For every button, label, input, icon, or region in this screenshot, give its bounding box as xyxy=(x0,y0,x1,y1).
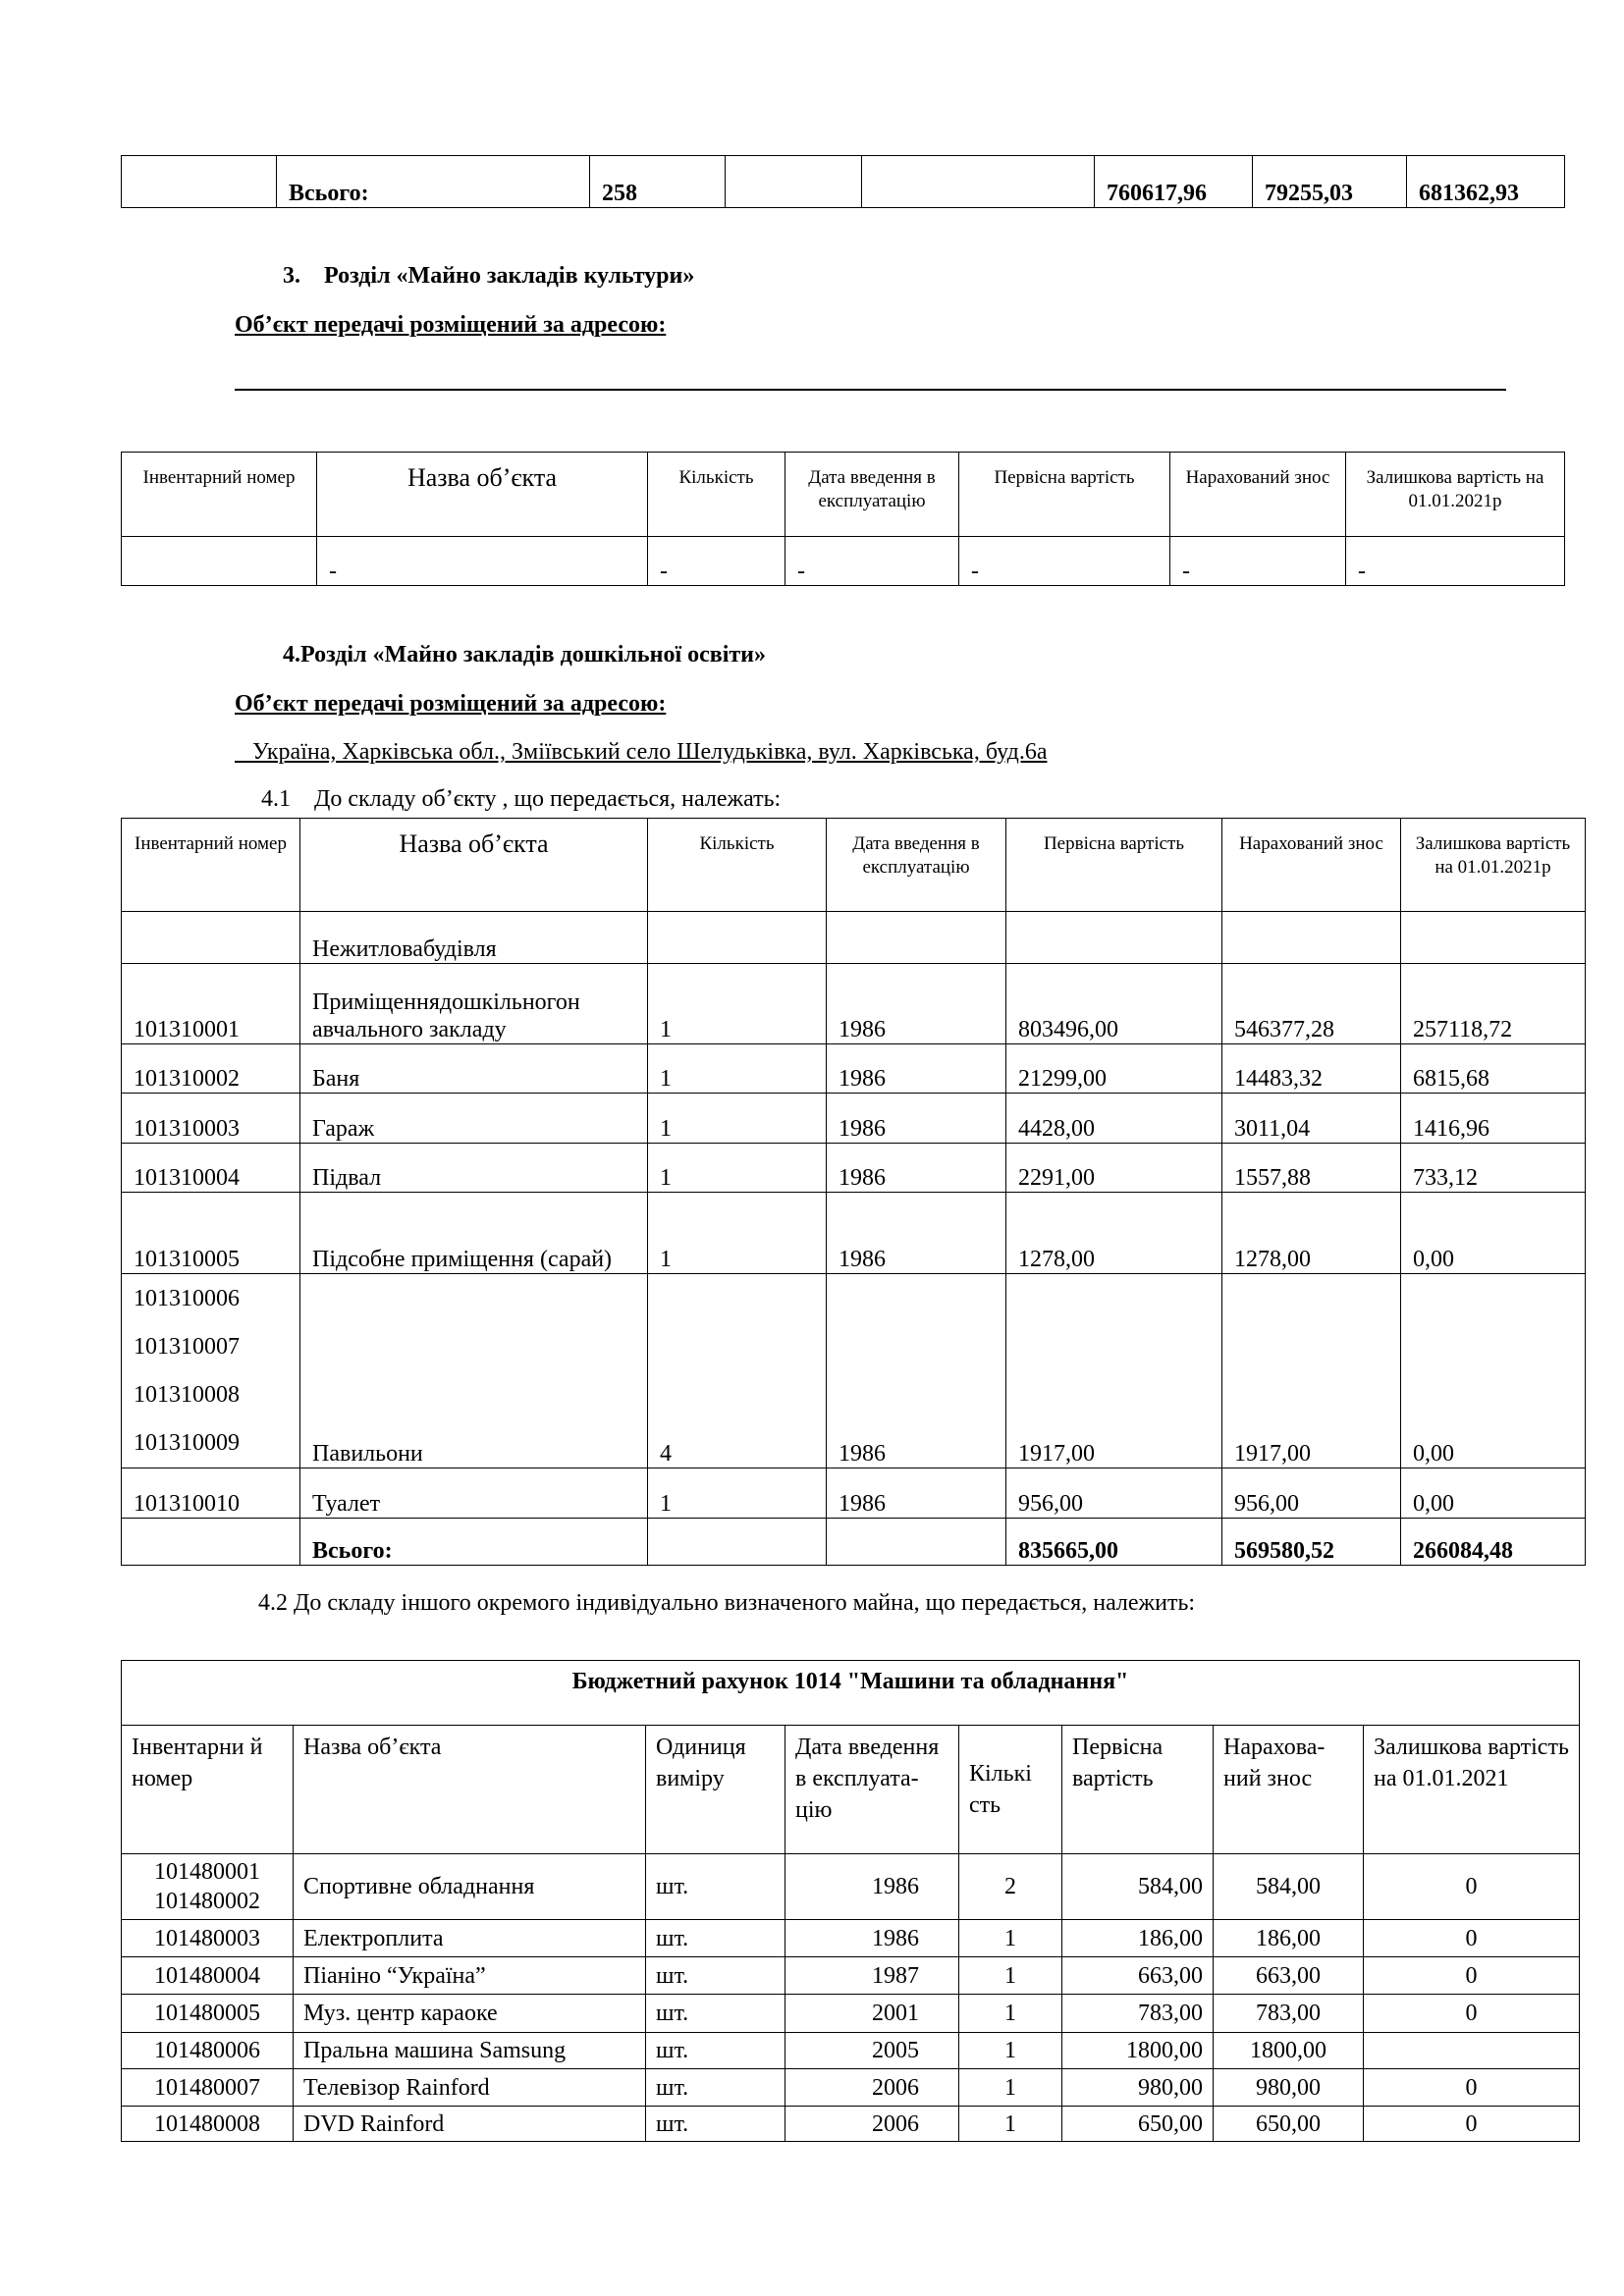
header-object-name: Назва об’єкта xyxy=(317,453,648,537)
total-label: Всього: xyxy=(277,156,590,208)
total-quantity: 258 xyxy=(590,156,726,208)
table-row: 101310002 Баня 1 1986 21299,00 14483,32 6815,68 xyxy=(122,1044,1586,1094)
table-row: 101480007 Телевізор Rainford шт. 2006 1 980,00 980,00 0 xyxy=(122,2069,1580,2107)
section4-address: Україна, Харківська обл., Зміївський село Шелудьківка, вул. Харківська, буд.6а xyxy=(235,739,1048,765)
previous-section-total-table xyxy=(121,155,1565,208)
total-row xyxy=(122,1519,1586,1566)
header-initial-cost: Первісна вартість xyxy=(1006,819,1222,912)
header-depreciation: Нарахований знос xyxy=(1222,819,1401,912)
total-initial-cost: 760617,96 xyxy=(1095,156,1253,208)
section4-2-header-row xyxy=(122,1726,1580,1854)
table-row: 101480005 Муз. центр караоке шт. 2001 1 783,00 783,00 0 xyxy=(122,1995,1580,2033)
header-inventory-number: Інвентарний номер xyxy=(122,819,300,912)
budget-account-title-row xyxy=(122,1661,1580,1726)
header-residual-value: Залишкова вартість на 01.01.2021р xyxy=(1346,453,1565,537)
table-row: 101310006 101310007 101310008 101310009 Павильони 4 1986 1917,00 1917,00 0,00 xyxy=(122,1274,1586,1468)
table-row: 101310010 Туалет 1 1986 956,00 956,00 0,00 xyxy=(122,1468,1586,1519)
table-row: 101310005 Підсобне приміщення (сарай) 1 1986 1278,00 1278,00 0,00 xyxy=(122,1193,1586,1274)
section4-1-header-row xyxy=(122,819,1586,912)
table-row: 101480006 Пральна машина Samsung шт. 2005 1 1800,00 1800,00 xyxy=(122,2033,1580,2069)
table-row: 101480001 101480002 Спортивне обладнання шт. 1986 2 584,00 584,00 0 xyxy=(122,1854,1580,1920)
budget-account-title: Бюджетний рахунок 1014 "Машини та обладнання" xyxy=(122,1661,1580,1726)
header-commission-date: Дата введення в експлуатацію xyxy=(785,453,959,537)
section4-1-table xyxy=(121,818,1586,1566)
table-row: 101310001 Приміщеннядошкільногон авчального закладу 1 1986 803496,00 546377,28 257118,72 xyxy=(122,964,1586,1044)
table-row: 101480003 Електроплита шт. 1986 1 186,00 186,00 0 xyxy=(122,1920,1580,1957)
section3-table xyxy=(121,452,1565,586)
section4-address-label: Об’єкт передачі розміщений за адресою: xyxy=(235,691,667,717)
section3-heading xyxy=(283,263,694,290)
section3-number: 3. xyxy=(283,263,300,289)
total-label: Всього: xyxy=(300,1519,648,1566)
section3-address-blank-line xyxy=(235,389,1506,391)
header-quantity: Кількість xyxy=(648,819,827,912)
section3-address-label: Об’єкт передачі розміщений за адресою: xyxy=(235,312,667,338)
header-quantity: Кількі сть xyxy=(959,1726,1062,1854)
group-label: Нежитловабудівля xyxy=(300,912,648,964)
header-unit: Одиниця виміру xyxy=(646,1726,785,1854)
total-depreciation: 569580,52 xyxy=(1222,1519,1401,1566)
header-initial-cost: Первісна вартість xyxy=(1062,1726,1214,1854)
section4-1-subheading: 4.1 До складу об’єкту , що передається, належать: xyxy=(261,786,782,812)
total-initial-cost: 835665,00 xyxy=(1006,1519,1222,1566)
header-inventory-number: Інвентарний номер xyxy=(122,453,317,537)
header-depreciation: Нарахова-ний знос xyxy=(1214,1726,1364,1854)
table-row: 101480008 DVD Rainford шт. 2006 1 650,00 650,00 0 xyxy=(122,2107,1580,2142)
header-residual-value: Залишкова вартість на 01.01.2021р xyxy=(1401,819,1586,912)
header-commission-date: Дата введення в експлуата-цію xyxy=(785,1726,959,1854)
header-depreciation: Нарахований знос xyxy=(1170,453,1346,537)
table-row: - - - - - - xyxy=(122,537,1565,586)
section3-header-row xyxy=(122,453,1565,537)
section3-title: Розділ «Майно закладів культури» xyxy=(324,263,695,289)
total-depreciation: 79255,03 xyxy=(1253,156,1407,208)
header-residual-value: Залишкова вартість на 01.01.2021 xyxy=(1364,1726,1580,1854)
section4-2-table xyxy=(121,1660,1580,2142)
total-residual: 266084,48 xyxy=(1401,1519,1586,1566)
total-residual: 681362,93 xyxy=(1407,156,1565,208)
table-row: 101310003 Гараж 1 1986 4428,00 3011,04 1416,96 xyxy=(122,1094,1586,1144)
header-inventory-number: Інвентарни й номер xyxy=(122,1726,294,1854)
header-quantity: Кількість xyxy=(648,453,785,537)
table-row: 101310004 Підвал 1 1986 2291,00 1557,88 733,12 xyxy=(122,1144,1586,1193)
section4-heading: 4.Розділ «Майно закладів дошкільної освіти» xyxy=(283,642,767,667)
table-row: 101480004 Піаніно “Україна” шт. 1987 1 663,00 663,00 0 xyxy=(122,1957,1580,1995)
header-commission-date: Дата введення в експлуатацію xyxy=(827,819,1006,912)
section4-2-subheading: 4.2 До складу іншого окремого індивідуально визначеного майна, що передається, належить: xyxy=(258,1590,1196,1616)
total-row xyxy=(122,156,1565,208)
header-initial-cost: Первісна вартість xyxy=(959,453,1170,537)
header-object-name: Назва об’єкта xyxy=(300,819,648,912)
group-row xyxy=(122,912,1586,964)
header-object-name: Назва об’єкта xyxy=(294,1726,646,1854)
